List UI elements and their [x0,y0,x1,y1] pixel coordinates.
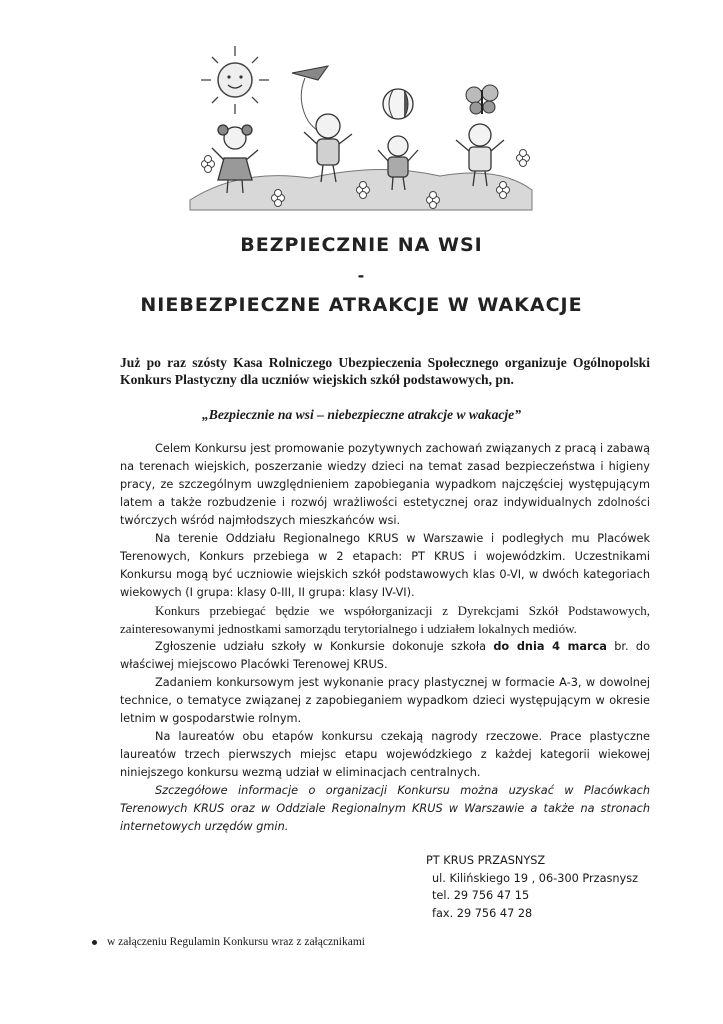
sun-icon [201,46,269,114]
children-playing-illustration [180,40,540,215]
paragraph-registration [120,638,650,674]
paragraph-cooperation: Konkurs przebiegać będzie we współorganizacji z Dyrekcjami Szkół Podstawowych, zainteresowanymi jednostkami samorządu terytorialnego i udziałem lokalnych mediów. [120,603,650,636]
title-line-2: NIEBEZPIECZNE ATRAKCJE W WAKACJE [140,294,583,316]
paragraph-stages: Na terenie Oddziału Regionalnego KRUS w Warszawie i podległych mu Placówek Terenowych, Konkurs przebiega w 2 etapach: PT KRUS i wojewódzkim. Uczestnikami Konkursu mogą być uczniowie wiejskich szkół podstawowych klas 0-VI, w dwóch kategoriach wiekowych (I grupa: klasy 0-III, II grupa: klasy IV-VI). [120,532,650,599]
title-dash: - [357,266,366,285]
paragraph-info: Szczegółowe informacje o organizacji Konkursu można uzyskać w Placówkach Terenowych KRUS oraz w Oddziale Regionalnym KRUS w Warszawie a także na stronach internetowych urzędów gmin. [120,784,650,833]
intro-paragraph: Już po raz szósty Kasa Rolniczego Ubezpieczenia Społecznego organizuje Ogólnopolski Konkurs Plastyczny dla uczniów wiejskich szkół podstawowych, pn. [120,355,650,387]
contact-fax: fax. 29 756 47 28 [432,906,533,920]
registration-text-end: br. do właściwej miejscowo Placówki Terenowej KRUS. [120,640,650,671]
bullet-icon [92,940,97,945]
butterfly-icon [466,85,498,114]
paragraph-task: Zadaniem konkursowym jest wykonanie pracy plastycznej w formacie A-3, w dowolnej technice, o tematyce związanej z zapobieganiem wypadkom dzieci występującym w okresie letnim w gospodarstwie rolnym. [120,676,650,725]
title-line-1: BEZPIECZNIE NA WSI [240,234,483,256]
body-text [120,440,650,836]
registration-text-start: Zgłoszenie udziału szkoły w Konkursie dokonuje szkoła [155,640,494,653]
contact-phone: tel. 29 756 47 15 [432,889,530,902]
paragraph-prizes: Na laureatów obu etapów konkursu czekają nagrody rzeczowe. Prace plastyczne laureatów trzech pierwszych miejsc etapu wojewódzkiego z każdej kategorii wiekowej niniejszego konkursu wezmą udział w eliminacjach centralnych. [120,730,650,779]
attachment-note [92,936,365,948]
attachment-note-text: w załączeniu Regulamin Konkursu wraz z załącznikami [107,936,365,948]
paragraph-goal: Celem Konkursu jest promowanie pozytywnych zachowań związanych z pracą i zabawą na terenach wiejskich, poszerzanie wiedzy dzieci na temat zasad bezpieczeństwa i higieny pracy, ze szczególnym uwzględnieniem zapobiegania wypadkom najczęściej występującym latem a także rozbudzenie i rozwój wrażliwości estetycznej oraz indywidualnych zdolności twórczych wśród najmłodszych mieszkańców wsi. [120,442,650,527]
ball-icon [383,89,413,119]
contact-organization: PT KRUS PRZASNYSZ [426,854,546,867]
contact-block [426,852,638,922]
contact-address: ul. Kilińskiego 19 , 06-300 Przasnysz [432,871,639,885]
contest-name-quote: „Bezpiecznie na wsi – niebezpieczne atrakcje w wakacje” [201,407,522,422]
registration-deadline: do dnia 4 marca [493,640,607,653]
